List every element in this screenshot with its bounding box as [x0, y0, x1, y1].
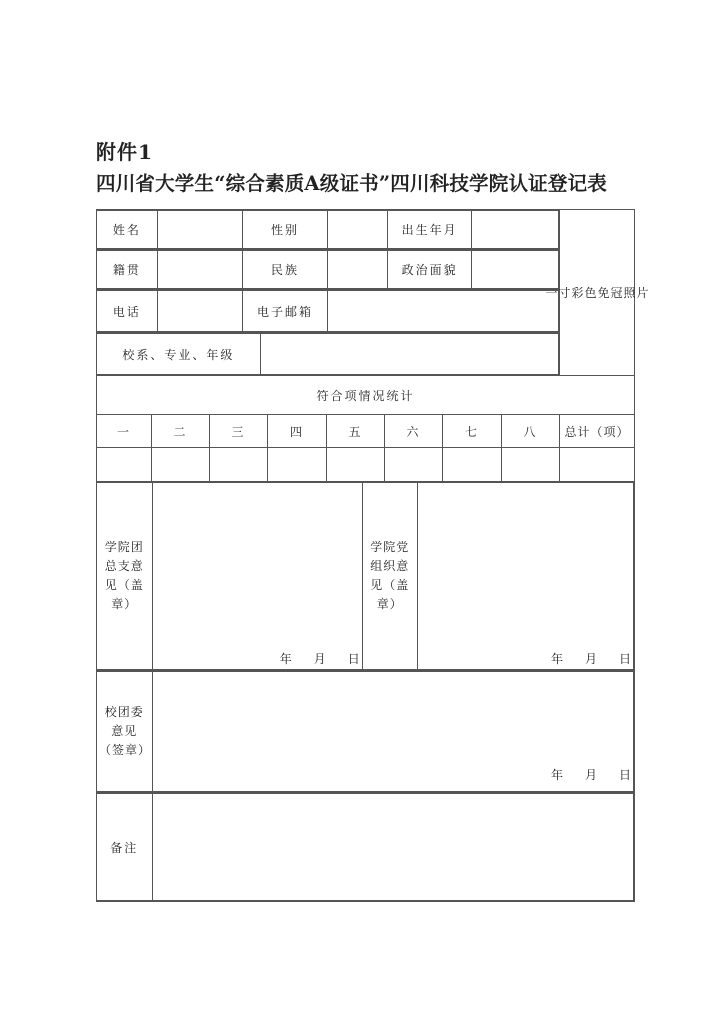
political-field[interactable]	[472, 251, 559, 289]
stats-col-2: 二	[152, 415, 210, 448]
stats-header-row	[97, 415, 635, 448]
school-league-date: 年 月 日	[550, 768, 631, 782]
stats-value-2[interactable]	[152, 448, 210, 482]
native-label: 籍贯	[97, 251, 157, 289]
stats-value-5[interactable]	[327, 448, 385, 482]
stats-col-6: 六	[385, 415, 443, 448]
stats-title: 符合项情况统计	[97, 376, 635, 415]
political-label: 政治面貌	[387, 251, 471, 289]
attachment-label: 附件1	[96, 140, 153, 164]
gender-field[interactable]	[327, 211, 387, 249]
stats-value-8[interactable]	[502, 448, 560, 482]
photo-box	[545, 210, 650, 376]
stats-value-6[interactable]	[385, 448, 443, 482]
stats-value-4[interactable]	[268, 448, 327, 482]
ethnicity-label: 民族	[243, 251, 327, 289]
email-label: 电子邮箱	[243, 291, 327, 332]
stats-col-1: 一	[97, 415, 152, 448]
native-field[interactable]	[157, 251, 243, 289]
stats-col-7: 七	[443, 415, 502, 448]
name-field[interactable]	[157, 211, 243, 249]
ethnicity-field[interactable]	[327, 251, 387, 289]
remarks-field[interactable]	[152, 794, 633, 901]
stats-value-1[interactable]	[97, 448, 152, 482]
stats-value-3[interactable]	[210, 448, 268, 482]
college-party-opinion[interactable]	[417, 483, 633, 670]
name-label: 姓名	[97, 211, 157, 249]
college-league-opinion[interactable]	[152, 483, 362, 670]
school-label: 校系、专业、年级	[97, 334, 260, 375]
gender-label: 性别	[243, 211, 327, 249]
stats-col-4: 四	[268, 415, 327, 448]
stats-col-total: 总计（项）	[560, 415, 635, 448]
photo-label: 一寸彩色免冠照片	[545, 286, 650, 300]
college-party-date: 年 月 日	[550, 652, 631, 666]
stats-value-total[interactable]	[560, 448, 635, 482]
stats-col-3: 三	[210, 415, 268, 448]
college-party-label: 学院党组织意见（盖章）	[362, 483, 417, 670]
college-league-date: 年 月 日	[279, 652, 360, 666]
remarks-label: 备注	[97, 794, 152, 901]
stats-col-5: 五	[327, 415, 385, 448]
stats-col-8: 八	[502, 415, 560, 448]
phone-field[interactable]	[157, 291, 243, 332]
school-league-opinion[interactable]	[152, 672, 633, 792]
stats-value-row	[97, 448, 635, 482]
stats-value-7[interactable]	[443, 448, 502, 482]
phone-label: 电话	[97, 291, 157, 332]
college-league-label: 学院团总支意见（盖章）	[97, 483, 152, 670]
form-title: 四川省大学生“综合素质A级证书”四川科技学院认证登记表	[96, 172, 607, 195]
school-league-label: 校团委意见（签章）	[97, 672, 152, 792]
registration-form	[96, 209, 650, 902]
school-field[interactable]	[260, 334, 558, 375]
birth-label: 出生年月	[387, 211, 471, 249]
birth-field[interactable]	[472, 211, 559, 249]
